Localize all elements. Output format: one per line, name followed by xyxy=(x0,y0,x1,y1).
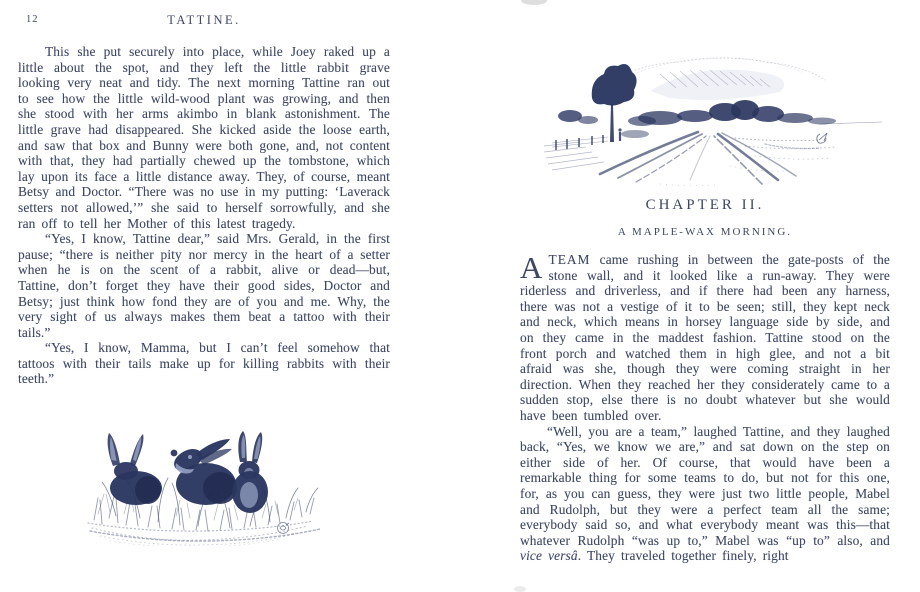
figure-by-tree xyxy=(618,128,621,141)
roadside-scrub xyxy=(621,130,649,138)
paragraph-text: came rushing in between the gate-posts of the stone wall, and it looked like a run-away. They were riderless and driverless, and if there had been any harness, there was not a vestige of it to be seen; still, they kept neck and neck, which means in horsey language side by side, and on they came in the maddest fashion. Tattine stood on the front porch and watched them in high glee, and not a bit afraid was she, though they were coming straight in her direction. When they reached her they considerately came to a sudden stop, else there is no doubt whatever but she would have been tumbled over. xyxy=(520,252,890,423)
rabbit-middle xyxy=(170,439,237,505)
opening-word: TEAM xyxy=(548,252,591,267)
paragraph: “Yes, I know, Tattine dear,” said Mrs. Gerald, in the first pause; “there is neither pity nor mercy in the heart of a setter when he is on the scent of a rabbit, alive or dead—but, Tattine, don’t forget they have their good sides, Doctor and Betsy; just think how fond they are of you and me. Why, the very sight of us always makes them beat a tattoo with their tails.” xyxy=(18,231,390,340)
paragraph xyxy=(520,252,890,424)
rabbits-illustration xyxy=(80,428,330,546)
treeline xyxy=(628,100,836,126)
landscape-illustration xyxy=(540,46,885,186)
paragraph-text: “Well, you are a team,” laughed Tattine, and they laughed back, “Yes, we know we are,” and sat down on the step on either side of her. Of course, that would have been a remarkable thing for some teams to do, but not for this one, for, as you can guess, they were just two little people, Mabel and Rudolph, but they were a perfect team all the same; everybody said so, and what everybody meant was this—that whatever Rudolph “was up to,” Mabel was “up to” also, and xyxy=(520,423,890,548)
drop-cap: A xyxy=(520,250,543,285)
right-page xyxy=(460,0,920,592)
paragraph: “Yes, I know, Mamma, but I can’t feel somehow that tattoos with their tails make up for killing rabbits with their teeth.” xyxy=(18,340,390,387)
paragraph: This she put securely into place, while Joey raked up a little about the spot, and they left the little rabbit grave looking very neat and tidy. The next morning Tattine ran out to see how the little wild-wood plant was growing, and then she stood with her arms akimbo in blank astonishment. The little grave had disappeared. She kicked aside the loose earth, and saw that box and Bunny were both gone, and, not content with that, they had partially chewed up the tombstone, which lay upon its face a little distance away. They, of course, meant Betsy and Doctor. “There was no use in my putting: ‘Laverack setters not allowed,’” she said to herself sorrowfully, and she ran off to tell her Mother of this latest tragedy. xyxy=(18,44,390,231)
rabbit-left xyxy=(108,433,162,505)
right-page-body xyxy=(520,252,890,564)
artist-signature xyxy=(278,523,290,534)
foreground-scatter xyxy=(660,184,720,186)
paragraph-text: . They traveled together finely, right xyxy=(577,548,789,564)
chapter-heading: CHAPTER II. xyxy=(645,197,765,213)
tall-tree xyxy=(558,64,637,142)
paragraph xyxy=(520,424,890,564)
running-title: TATTINE. xyxy=(167,13,241,27)
page-number: 12 xyxy=(26,14,39,25)
ground-stipple xyxy=(88,521,313,546)
chapter-subtitle: A MAPLE-WAX MORNING. xyxy=(617,226,793,238)
artist-monogram xyxy=(817,133,827,143)
left-page-body xyxy=(18,44,390,387)
left-field-furrows xyxy=(544,142,604,170)
scan-smudge xyxy=(514,586,526,592)
rabbit-right xyxy=(232,431,268,513)
cloud-wash xyxy=(650,70,784,100)
italic-phrase: vice versâ xyxy=(520,548,578,564)
